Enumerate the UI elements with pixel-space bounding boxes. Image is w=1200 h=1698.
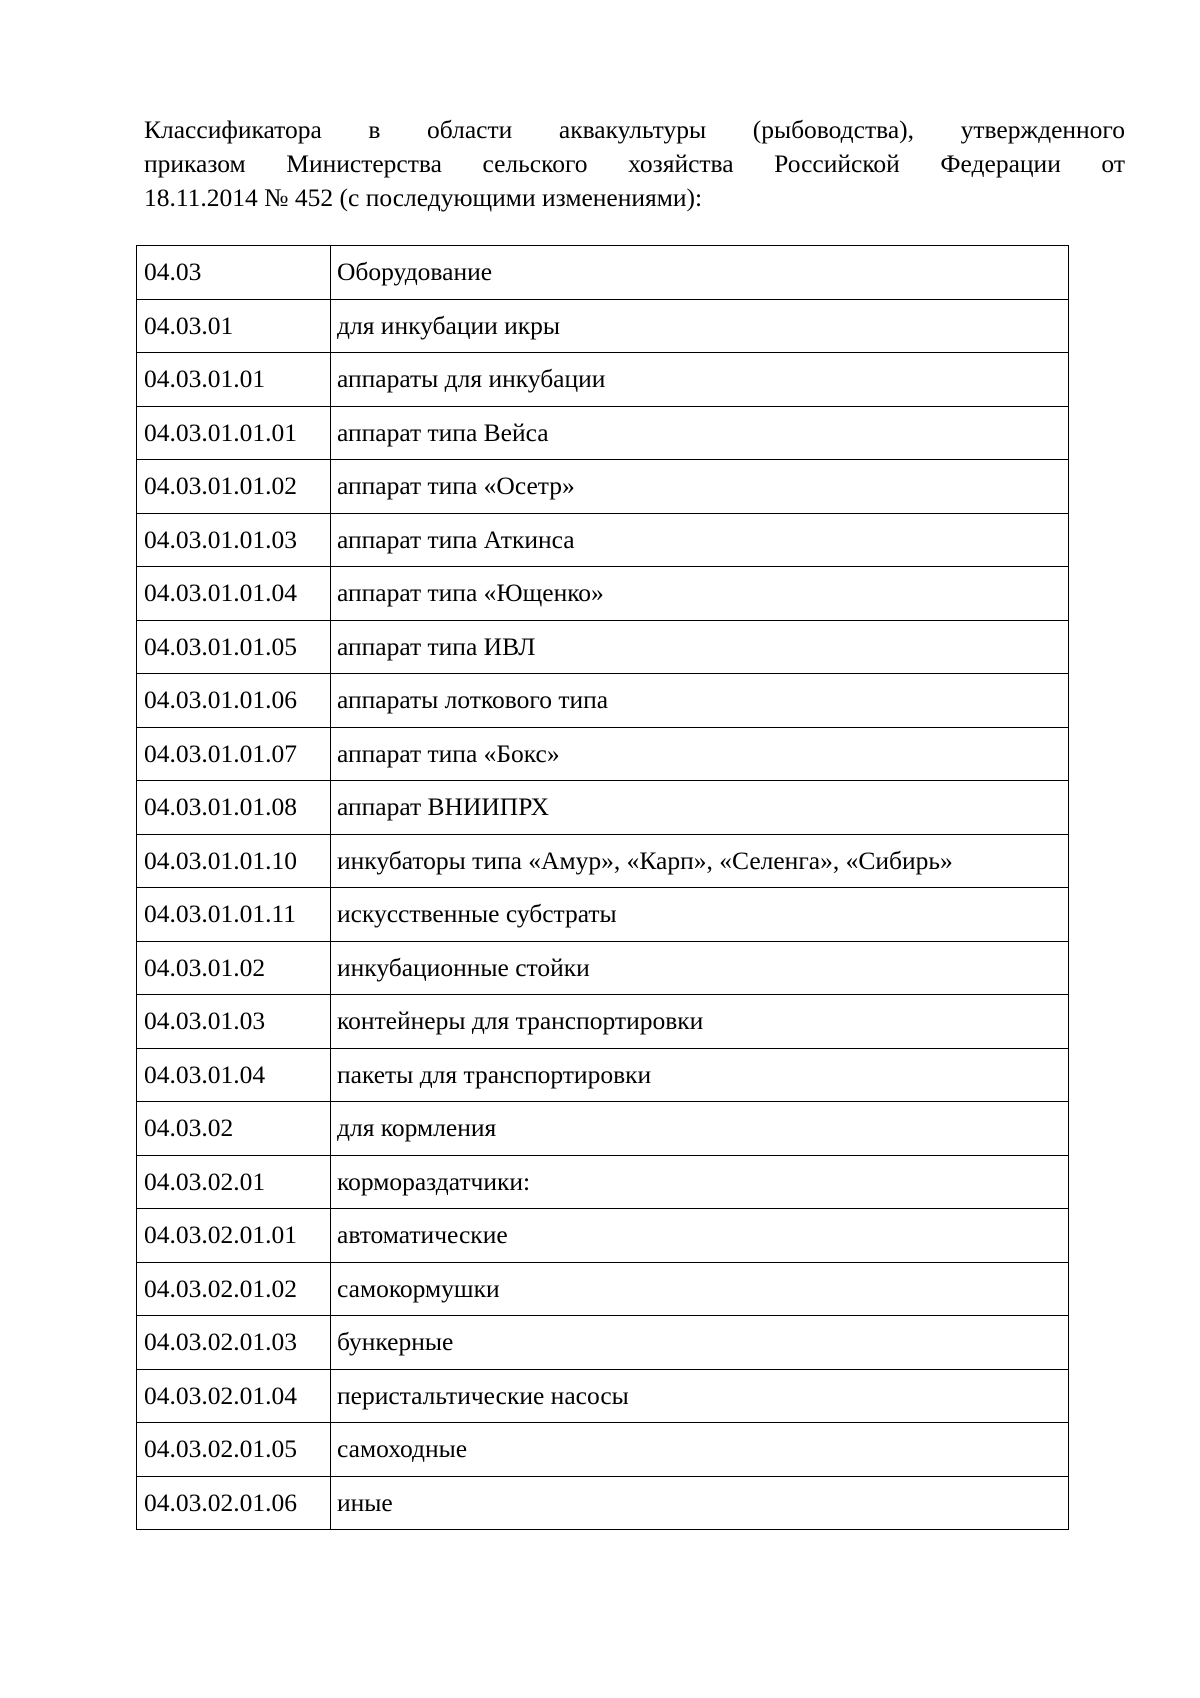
classifier-code-cell: 04.03.01.01: [137, 353, 331, 407]
table-row: [137, 1209, 1069, 1263]
classifier-name-cell: самокормушки: [331, 1262, 1069, 1316]
classifier-name-cell: аппарат типа «Бокс»: [331, 727, 1069, 781]
classifier-name-cell: перистальтические насосы: [331, 1369, 1069, 1423]
table-row: [137, 1155, 1069, 1209]
classifier-code-cell: 04.03.01.02: [137, 941, 331, 995]
classifier-name-cell: аппарат типа Аткинса: [331, 513, 1069, 567]
table-row: [137, 1316, 1069, 1370]
classifier-name-cell: аппарат типа ИВЛ: [331, 620, 1069, 674]
classifier-name-cell: бункерные: [331, 1316, 1069, 1370]
classifier-name-cell: Оборудование: [331, 246, 1069, 300]
classifier-code-cell: 04.03.02.01.06: [137, 1476, 331, 1530]
table-row: [137, 620, 1069, 674]
table-row: [137, 1102, 1069, 1156]
classifier-code-cell: 04.03.02.01.03: [137, 1316, 331, 1370]
table-row: [137, 674, 1069, 728]
classifier-code-cell: 04.03.01: [137, 299, 331, 353]
classifier-code-cell: 04.03.01.01.06: [137, 674, 331, 728]
table-row: [137, 941, 1069, 995]
table-row: [137, 834, 1069, 888]
classifier-code-cell: 04.03.01.01.05: [137, 620, 331, 674]
intro-paragraph: [144, 113, 1125, 215]
table-row: [137, 1423, 1069, 1477]
classifier-name-cell: инкубационные стойки: [331, 941, 1069, 995]
classifier-code-cell: 04.03.01.01.07: [137, 727, 331, 781]
table-row: [137, 1262, 1069, 1316]
classifier-name-cell: аппарат типа Вейса: [331, 406, 1069, 460]
table-row: [137, 1476, 1069, 1530]
classifier-code-cell: 04.03.01.01.10: [137, 834, 331, 888]
classifier-code-cell: 04.03.01.01.08: [137, 781, 331, 835]
table-row: [137, 781, 1069, 835]
table-row: [137, 299, 1069, 353]
table-row: [137, 995, 1069, 1049]
intro-line: приказом Министерства сельского хозяйства Российской Федерации от: [144, 149, 1125, 178]
table-row: [137, 727, 1069, 781]
classifier-name-cell: аппарат типа «Осетр»: [331, 460, 1069, 514]
table-row: [137, 353, 1069, 407]
intro-line: Классификатора в области аквакультуры (рыбоводства), утвержденного: [144, 115, 1125, 144]
classifier-name-cell: для кормления: [331, 1102, 1069, 1156]
table-row: [137, 567, 1069, 621]
classifier-name-cell: контейнеры для транспортировки: [331, 995, 1069, 1049]
classifier-name-cell: самоходные: [331, 1423, 1069, 1477]
classifier-code-cell: 04.03.01.01.04: [137, 567, 331, 621]
classifier-name-cell: аппараты для инкубации: [331, 353, 1069, 407]
classifier-code-cell: 04.03.02.01.02: [137, 1262, 331, 1316]
table-row: [137, 246, 1069, 300]
table-row: [137, 406, 1069, 460]
classifier-code-cell: 04.03: [137, 246, 331, 300]
classifier-name-cell: аппарат ВНИИПРХ: [331, 781, 1069, 835]
table-row: [137, 460, 1069, 514]
intro-line: 18.11.2014 № 452 (с последующими изменениями):: [144, 183, 703, 212]
classifier-name-cell: кормораздатчики:: [331, 1155, 1069, 1209]
classifier-code-cell: 04.03.02: [137, 1102, 331, 1156]
table-row: [137, 1369, 1069, 1423]
classifier-name-cell: для инкубации икры: [331, 299, 1069, 353]
classifier-code-cell: 04.03.01.04: [137, 1048, 331, 1102]
classifier-code-cell: 04.03.01.01.03: [137, 513, 331, 567]
classifier-name-cell: пакеты для транспортировки: [331, 1048, 1069, 1102]
classifier-code-cell: 04.03.01.03: [137, 995, 331, 1049]
classifier-name-cell: аппарат типа «Ющенко»: [331, 567, 1069, 621]
classifier-name-cell: иные: [331, 1476, 1069, 1530]
classifier-name-cell: автоматические: [331, 1209, 1069, 1263]
classifier-table: [136, 245, 1069, 1530]
classifier-code-cell: 04.03.02.01: [137, 1155, 331, 1209]
classifier-code-cell: 04.03.01.01.01: [137, 406, 331, 460]
table-row: [137, 1048, 1069, 1102]
table-row: [137, 888, 1069, 942]
classifier-code-cell: 04.03.02.01.04: [137, 1369, 331, 1423]
table-row: [137, 513, 1069, 567]
classifier-code-cell: 04.03.01.01.02: [137, 460, 331, 514]
classifier-code-cell: 04.03.01.01.11: [137, 888, 331, 942]
classifier-name-cell: искусственные субстраты: [331, 888, 1069, 942]
classifier-name-cell: инкубаторы типа «Амур», «Карп», «Селенга», «Сибирь»: [331, 834, 1069, 888]
classifier-name-cell: аппараты лоткового типа: [331, 674, 1069, 728]
classifier-code-cell: 04.03.02.01.01: [137, 1209, 331, 1263]
classifier-code-cell: 04.03.02.01.05: [137, 1423, 331, 1477]
classifier-table-body: [137, 246, 1069, 1530]
